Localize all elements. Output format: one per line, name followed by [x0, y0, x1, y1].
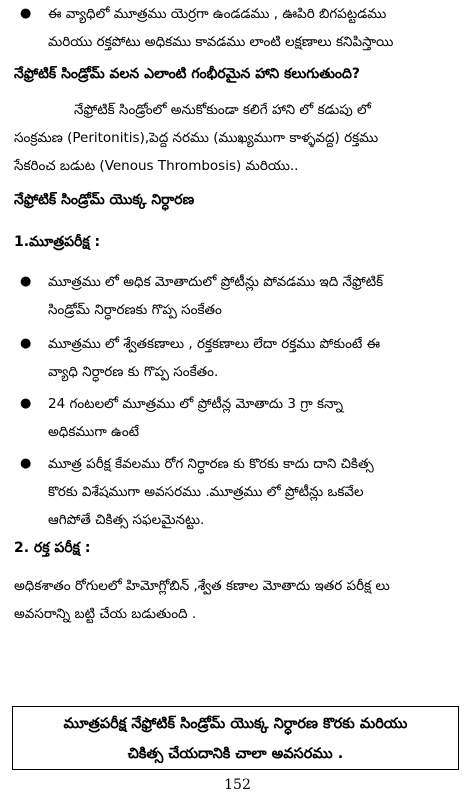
- blood-test-heading: 2. రక్త పరీక్ష :: [14, 540, 91, 556]
- page-number: 152: [224, 777, 251, 793]
- bullet-text: మూత్ర పరీక్ష కేవలము రోగ నిర్ధారణ కు కొరకు కాదు దాని చికిత్స కొరకు విశేషముగా అవసరము .మూత్రము లో ప్రోటీన్లు ఒకవేల ఆగిపోతే చికిత్స సఫలమైనట్టు.: [48, 456, 374, 528]
- bullet-text: మూత్రము లో శ్వేతకణాలు , రక్తకణాలు లేదా రక్తము పోకుంటే ఈ వ్యాధి నిర్ధారణ కు గొప్ప సంకేతం.: [48, 336, 381, 380]
- bullet-text: ఈ వ్యాధిలో మూత్రము యెర్రగా ఉండడము , ఊపిరి బిగపట్టడము మరియు రక్తపోటు అధికము కావడము లాంటి లక్షణాలు కనిపిస్తాయి: [48, 6, 394, 50]
- urine-test-heading: 1.మూత్రపరీక్ష :: [14, 234, 101, 250]
- blood-test-paragraph: అధికశాతం రోగులలో హిమోగ్లోబిన్ ,శ్వేత కణాల మోతాదు ఇతర పరీక్ష లు అవసరాన్ని బట్టి చేయ బడుతుంది .: [14, 578, 390, 622]
- answer-paragraph: నేఫ్రోటిక్ సిండ్రోంలో అనుకోకుండా కలిగే హాని లో కడుపు లో సంక్రమణ (Peritonitis),పెద్ద నరము (ముఖ్యముగా కాళ్ళవద్ద) రక్తము సేకరించ బడుట (Venous Thrombosis) మరియు..: [14, 102, 379, 174]
- bullet-marker: ●: [20, 336, 32, 351]
- urine-bullet-4: [20, 450, 460, 534]
- bullet-marker: ●: [20, 396, 32, 411]
- urine-bullet-2: [20, 330, 460, 386]
- bullet-text: 24 గంటలలో మూత్రము లో ప్రోటీన్ల మోతాదు 3 గ్రా కన్నా అధికముగా ఉంటే: [48, 396, 344, 440]
- bullet-marker: ●: [20, 456, 32, 471]
- diagnosis-heading: నేఫ్రోటిక్ సిండ్రోమ్ యొక్క నిర్ధారణ: [14, 192, 195, 208]
- bullet-marker: ●: [20, 274, 32, 289]
- bullet-text: మూత్రము లో అధిక మోతాదులో ప్రోటీన్లు పోవడము ఇది నేఫ్రోటిక్ సిండ్రోమ్ నిర్ధారణకు గొప్ప సంకేతం: [48, 274, 384, 318]
- question-heading: నేఫ్రోటిక్ సిండ్రోమ్ వలన ఎలాంటి గంభీరమైన హాని కలుగుతుంది?: [14, 66, 361, 82]
- bullet-marker: ●: [20, 6, 32, 21]
- intro-bullet: [20, 0, 460, 56]
- urine-bullet-3: [20, 390, 460, 446]
- summary-box: మూత్రపరీక్ష నేఫ్రోటిక్ సిండ్రోమ్ యొక్క నిర్ధారణ కొరకు మరియు చికిత్స చేయదానికి చాలా అవసరము .: [12, 706, 459, 770]
- urine-bullet-1: [20, 268, 460, 324]
